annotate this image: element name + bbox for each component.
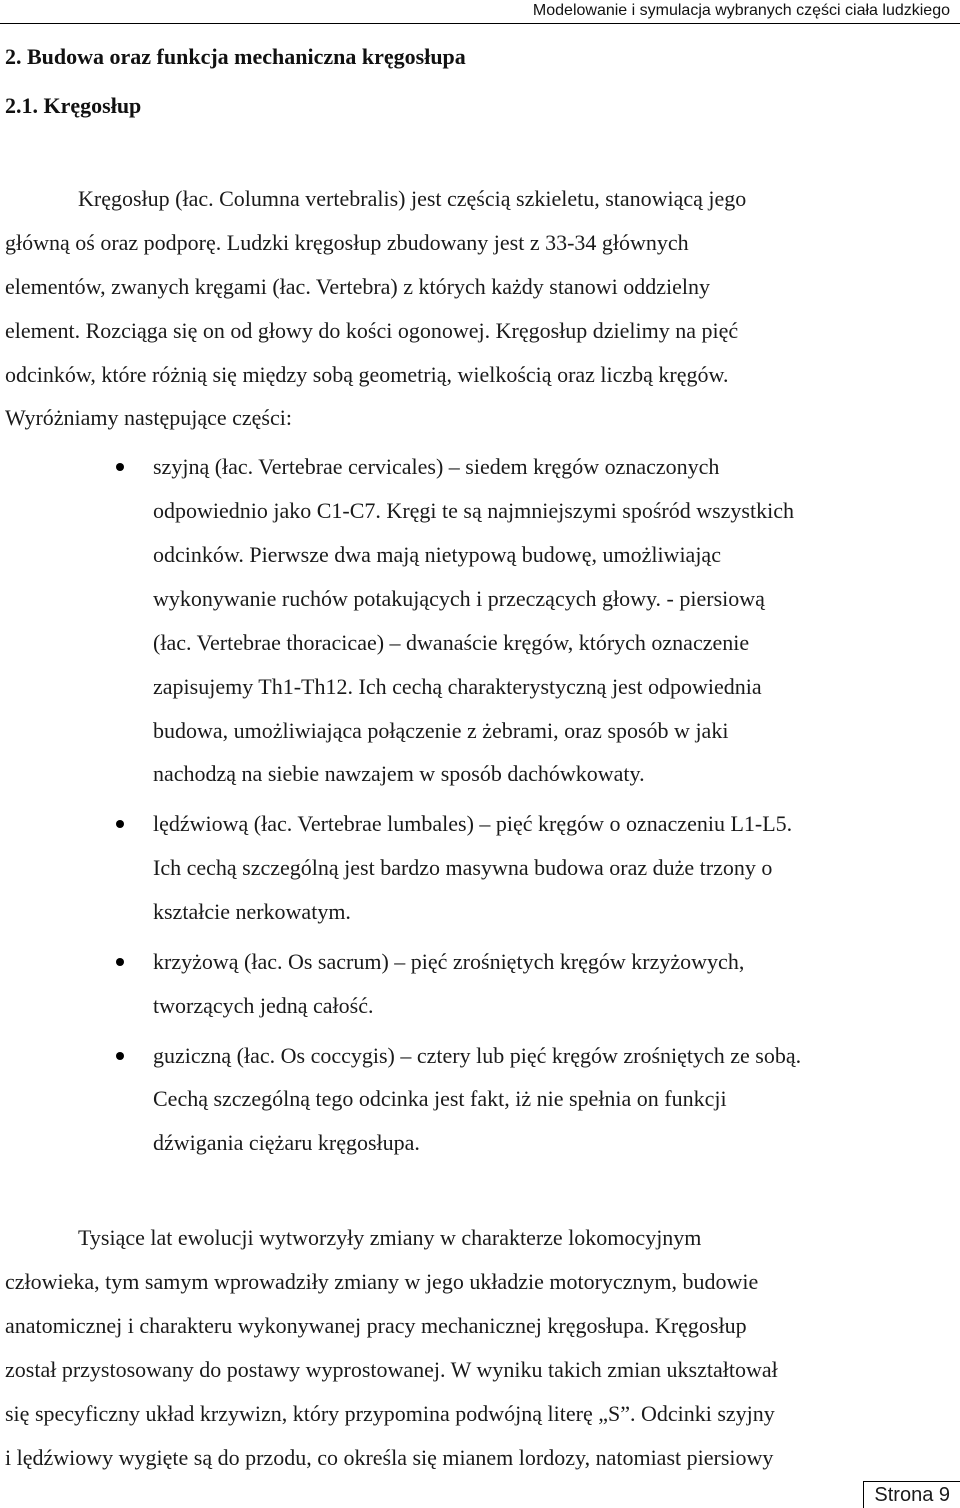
bullet-line: wykonywanie ruchów potakujących i przeczących głowy. - piersiową bbox=[153, 586, 765, 611]
intro-line: odcinków, które różnią się między sobą geometrią, wielkością oraz liczbą kręgów. bbox=[5, 362, 729, 387]
bullet-line: tworzących jedną całość. bbox=[153, 993, 374, 1018]
bullet-line: nachodzą na siebie nawzajem w sposób dachówkowaty. bbox=[153, 761, 645, 786]
bullet-dot bbox=[116, 1052, 124, 1060]
bullet-dot bbox=[116, 958, 124, 966]
paragraph-line: Tysiące lat ewolucji wytworzyły zmiany w charakterze lokomocyjnym bbox=[78, 1225, 702, 1250]
bullet-line: Cechą szczególną tego odcinka jest fakt, iż nie spełnia on funkcji bbox=[153, 1086, 727, 1111]
bullet-line: kształcie nerkowatym. bbox=[153, 899, 351, 924]
bullet-line: guziczną (łac. Os coccygis) – cztery lub pięć kręgów zrośniętych ze sobą. bbox=[153, 1043, 802, 1068]
bullet-line: odcinków. Pierwsze dwa mają nietypową budowę, umożliwiając bbox=[153, 542, 721, 567]
page-number: Strona 9 bbox=[863, 1481, 960, 1508]
bullet-dot bbox=[116, 463, 124, 471]
bullet-line: szyjną (łac. Vertebrae cervicales) – siedem kręgów oznaczonych bbox=[153, 454, 720, 479]
running-header: Modelowanie i symulacja wybranych części ciała ludzkiego bbox=[0, 0, 960, 24]
subsection-heading: 2.1. Kręgosłup bbox=[5, 93, 142, 118]
intro-line: Kręgosłup (łac. Columna vertebralis) jest częścią szkieletu, stanowiącą jego bbox=[78, 186, 747, 211]
bullet-line: krzyżową (łac. Os sacrum) – pięć zrośniętych kręgów krzyżowych, bbox=[153, 949, 745, 974]
intro-line: główną oś oraz podporę. Ludzki kręgosłup zbudowany jest z 33-34 głównych bbox=[5, 230, 689, 255]
bullet-line: budowa, umożliwiająca połączenie z żebrami, oraz sposób w jaki bbox=[153, 718, 729, 743]
paragraph-line: człowieka, tym samym wprowadziły zmiany w jego układzie motorycznym, budowie bbox=[5, 1269, 759, 1294]
paragraph-line: i lędźwiowy wygięte są do przodu, co określa się mianem lordozy, natomiast piersiowy bbox=[5, 1445, 774, 1470]
bullet-line: odpowiednio jako C1-C7. Kręgi te są najmniejszymi spośród wszystkich bbox=[153, 498, 794, 523]
section-heading: 2. Budowa oraz funkcja mechaniczna kręgosłupa bbox=[5, 44, 466, 69]
bullet-line: zapisujemy Th1-Th12. Ich cechą charakterystyczną jest odpowiednia bbox=[153, 674, 762, 699]
paragraph-line: został przystosowany do postawy wyprostowanej. W wyniku takich zmian ukształtował bbox=[5, 1357, 778, 1382]
intro-line: elementów, zwanych kręgami (łac. Vertebra) z których każdy stanowi oddzielny bbox=[5, 274, 710, 299]
paragraph-line: się specyficzny układ krzywizn, który przypomina podwójną literę „S”. Odcinki szyjny bbox=[5, 1401, 775, 1426]
intro-line: element. Rozciąga się on od głowy do kości ogonowej. Kręgosłup dzielimy na pięć bbox=[5, 318, 739, 343]
bullet-line: Ich cechą szczególną jest bardzo masywna budowa oraz duże trzony o bbox=[153, 855, 773, 880]
bullet-line: lędźwiową (łac. Vertebrae lumbales) – pięć kręgów o oznaczeniu L1-L5. bbox=[153, 811, 793, 836]
paragraph-line: anatomicznej i charakteru wykonywanej pracy mechanicznej kręgosłupa. Kręgosłup bbox=[5, 1313, 747, 1338]
bullet-line: (łac. Vertebrae thoracicae) – dwanaście kręgów, których oznaczenie bbox=[153, 630, 750, 655]
bullet-dot bbox=[116, 820, 124, 828]
bullet-line: dźwigania ciężaru kręgosłupa. bbox=[153, 1130, 420, 1155]
intro-line: Wyróżniamy następujące części: bbox=[5, 405, 292, 430]
